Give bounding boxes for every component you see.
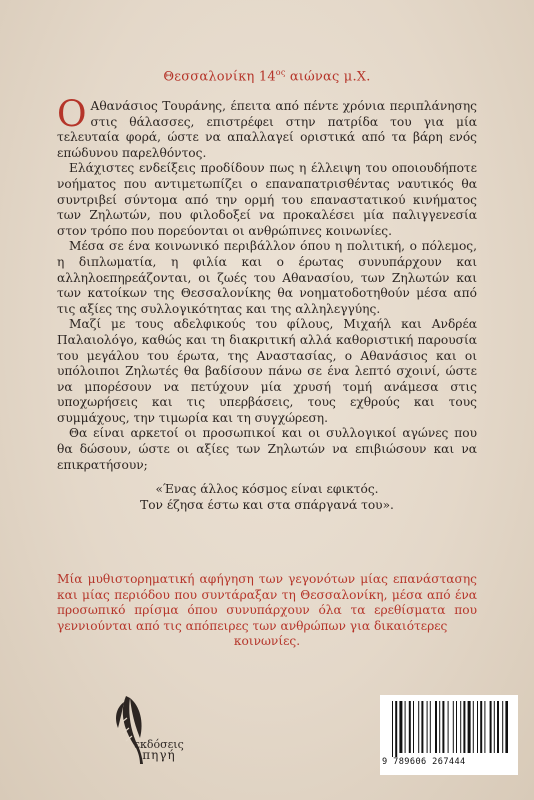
barcode-bar (409, 701, 411, 753)
barcode-bar (494, 701, 495, 753)
barcode-bar (392, 701, 393, 757)
barcode-bar (435, 701, 437, 753)
barcode-bar (442, 701, 444, 753)
paragraph-1-text: Αθανάσιος Τουράνης, έπειτα από πέντε χρόνια περιπλάνησης στις θάλασσες, επιστρέφει στην πατρίδα του για μία τελευταία φορά, ώστε να απαλλαγεί οριστικά από τα βάρη ενός επώδυνου παρελθόντος. (57, 99, 477, 160)
paragraph-3: Μέσα σε ένα κοινωνικό περιβάλλον όπου η πολιτική, ο πόλεμος, η διπλωματία, η φιλία και ο έρωτας συνυπάρχουν και αλληλοεπηρεάζονται, οι ζωές του Αθανασίου, των Ζηλωτών και των κατοίκων της Θεσσαλονίκης θα νοηματοδοτηθούν μέσα από τις αξίες της συλλογικότητας και της αλληλεγγύης. (57, 239, 477, 316)
barcode-bar (463, 701, 465, 753)
paragraph-4: Μαζί με τους αδελφικούς του φίλους, Μιχαήλ και Ανδρέα Παλαιολόγο, καθώς και τη διακριτική αλλά καθοριστική παρουσία του μεγάλου του έρωτα, της Αναστασίας, ο Αθανάσιος και οι υπόλοιποι Ζηλωτές θα βαδίσουν πάνω σε ένα λεπτό σχοινί, ώστε να μπορέσουν να πετύχουν μία χρυσή τομή ανάμεσα στις υποχωρήσεις και τις υπερβάσεις, τους εχθρούς και τους συμμάχους, την τιμωρία και τη συγχώρεση. (57, 317, 477, 425)
blurb-last-line: κοινωνίες. (233, 634, 301, 649)
barcode-bar (460, 701, 461, 753)
barcode-bars (392, 701, 508, 757)
barcode-bar (484, 701, 485, 753)
barcode-bar (421, 701, 423, 753)
blurb-main: Μία μυθιστορηματική αφήγηση των γεγονότων μίας επανάστασης και μίας περιόδου που συντάραξαν τη Θεσσαλονίκη, μέσα από ένα προσωπικό πρίσμα όπου συνυπάρχουν όλα τα ερεθίσματα που γεννιούνται από τις απόπειρες των ανθρώπων για δικαιότερες (57, 572, 477, 633)
barcode-bar (395, 701, 397, 757)
barcode-bar (502, 701, 503, 753)
quote-line-2: Τον έζησα έστω και στα σπάργανά του». (140, 498, 394, 513)
publisher-line-2: πηγή (142, 748, 176, 762)
barcode-bar (456, 701, 457, 753)
barcode-bar (413, 701, 414, 753)
quote (57, 481, 477, 513)
barcode-bar (473, 701, 474, 753)
barcode-bar (490, 701, 492, 753)
barcode-bar (405, 701, 406, 753)
subtitle-suffix: αιώνας μ.Χ. (285, 69, 371, 85)
barcode-bar (468, 701, 471, 753)
barcode-bar (399, 701, 402, 753)
subtitle (0, 68, 534, 84)
isbn-barcode (380, 695, 518, 775)
barcode-bar (430, 701, 431, 753)
barcode-bar (453, 701, 454, 753)
publisher-logo-text (134, 739, 184, 761)
barcode-bar (477, 701, 478, 753)
synopsis (57, 94, 477, 513)
paragraph-5: Θα είναι αρκετοί οι προσωπικοί και οι συλλογικοί αγώνες που θα δώσουν, ώστε οι αξίες των Ζηλωτών να επιβιώσουν και να επικρατήσουν; (57, 426, 477, 472)
quote-line-1: «Ένας άλλος κόσμος είναι εφικτός. (155, 482, 379, 497)
barcode-bar (505, 701, 508, 753)
paragraph-2: Ελάχιστες ενδείξεις προδίδουν πως η έλλειψη του οποιουδήποτε νοήματος που αντιμετωπίζει ο επαναπατρισθέντας ναυτικός θα συντριβεί σύντομα από την ορμή του επαναστατικού κινήματος των Ζηλωτών, που φιλοδοξεί να προκαλέσει μία παλιγγενεσία στον τρόπο που πορεύονται οι ανθρώπινες κοινωνίες. (57, 161, 477, 238)
subtitle-superscript: ος (275, 68, 286, 77)
barcode-digits: 9 789606 267444 (382, 757, 466, 767)
barcode-bar (480, 701, 482, 753)
drop-cap: Ο (57, 94, 87, 135)
barcode-bar (448, 701, 449, 753)
publisher-line-1: εκδόσεις (134, 738, 184, 751)
barcode-bar (497, 701, 499, 753)
barcode-bar (427, 701, 428, 753)
subtitle-prefix: Θεσσαλονίκη 14 (163, 69, 276, 85)
barcode-bar (439, 701, 440, 753)
barcode-bar (418, 701, 419, 753)
blurb (57, 572, 477, 650)
paragraph-1 (57, 94, 477, 161)
